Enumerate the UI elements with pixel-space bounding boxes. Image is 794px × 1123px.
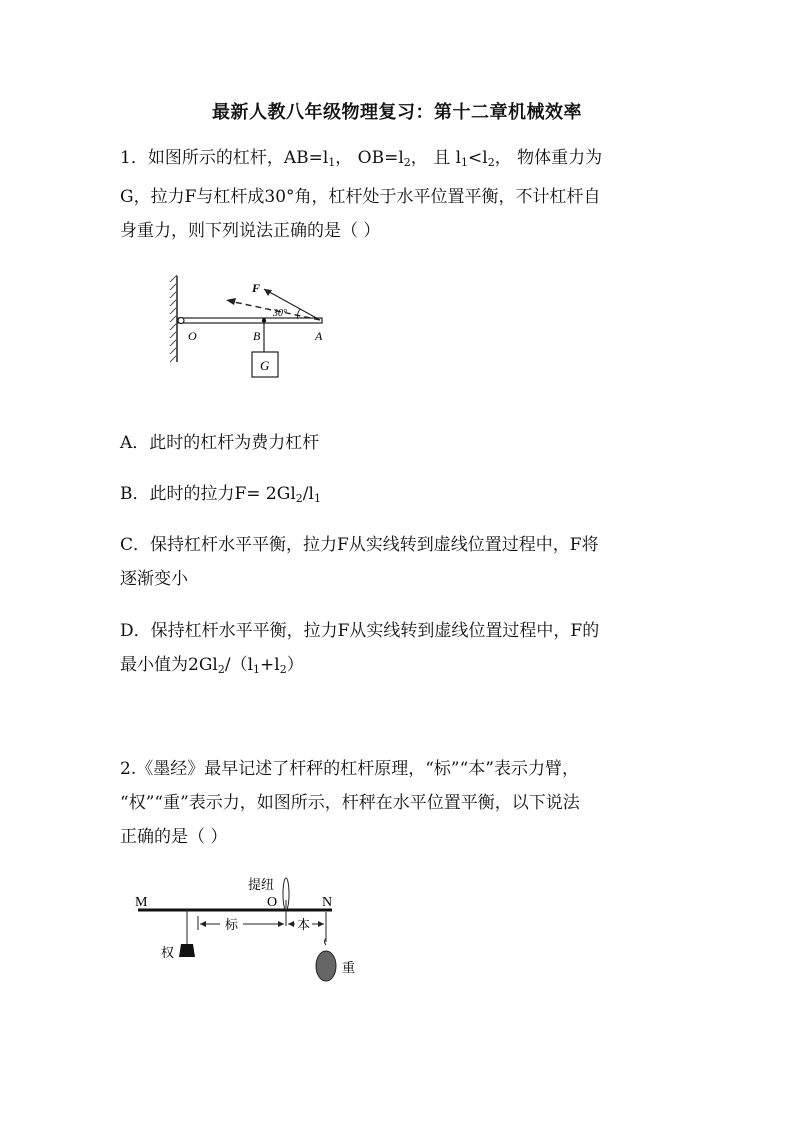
point-b	[262, 318, 266, 322]
lever-bar	[178, 318, 322, 323]
label-o: O	[188, 329, 197, 343]
q1-line-2: G，拉力F与杠杆成30°角，杠杆处于水平位置平衡，不计杠杆自	[120, 187, 601, 207]
pivot-o	[178, 318, 184, 324]
dashed-arrowhead	[226, 298, 236, 305]
label-quan: 权	[161, 945, 175, 960]
label-tizhu: 提纽	[248, 877, 275, 892]
wall-hatching	[170, 275, 177, 362]
steelyard-figure	[130, 868, 380, 988]
label-m: M	[135, 895, 148, 910]
label-o-2: O	[267, 895, 278, 910]
lever-figure	[160, 270, 340, 385]
question-2-text	[120, 752, 690, 854]
label-b: B	[253, 329, 261, 343]
q2-line-3: 正确的是（ ）	[120, 827, 228, 847]
label-zhong: 重	[342, 960, 356, 975]
quan-weight	[179, 944, 195, 957]
zhong-weight	[316, 951, 336, 981]
label-ben: 本	[297, 917, 311, 932]
label-f: F	[252, 281, 261, 295]
q2-line-2: “权”“重”表示力，如图所示，杆秤在水平位置平衡，以下说法	[120, 793, 580, 813]
q1-option-d[interactable]: D．保持杠杆水平平衡，拉力F从实线转到虚线位置过程中，F的 最小值为$2Gl_2/(l_1+l_2)$	[120, 621, 600, 676]
label-angle: 30°	[273, 308, 287, 319]
q1-line-1: 1．如图所示的杠杆，$AB=l_1$， $OB=l_2$， 且 $l_1<l_2$， 物体重力为	[120, 148, 603, 169]
q1-option-c[interactable]: C．保持杠杆水平平衡，拉力F从实线转到虚线位置过程中，F将 逐渐变小	[120, 535, 599, 589]
label-n: N	[322, 895, 333, 910]
q1-option-a[interactable]: A．此时的杠杆为费力杠杆	[120, 433, 320, 453]
q1-line-3: 身重力，则下列说法正确的是（ ）	[120, 221, 381, 241]
label-g: G	[260, 358, 270, 373]
label-a: A	[315, 329, 323, 343]
question-1-text	[120, 141, 690, 248]
label-biao: 标	[225, 917, 239, 932]
q2-line-1: 2.《墨经》最早记述了杆秤的杠杆原理，“标”“本”表示力臂，	[120, 759, 579, 779]
page-title: 最新人教八年级物理复习：第十二章机械效率	[212, 102, 582, 123]
q1-option-b[interactable]: B．此时的拉力$F= 2Gl_2/l_1$	[120, 484, 321, 505]
